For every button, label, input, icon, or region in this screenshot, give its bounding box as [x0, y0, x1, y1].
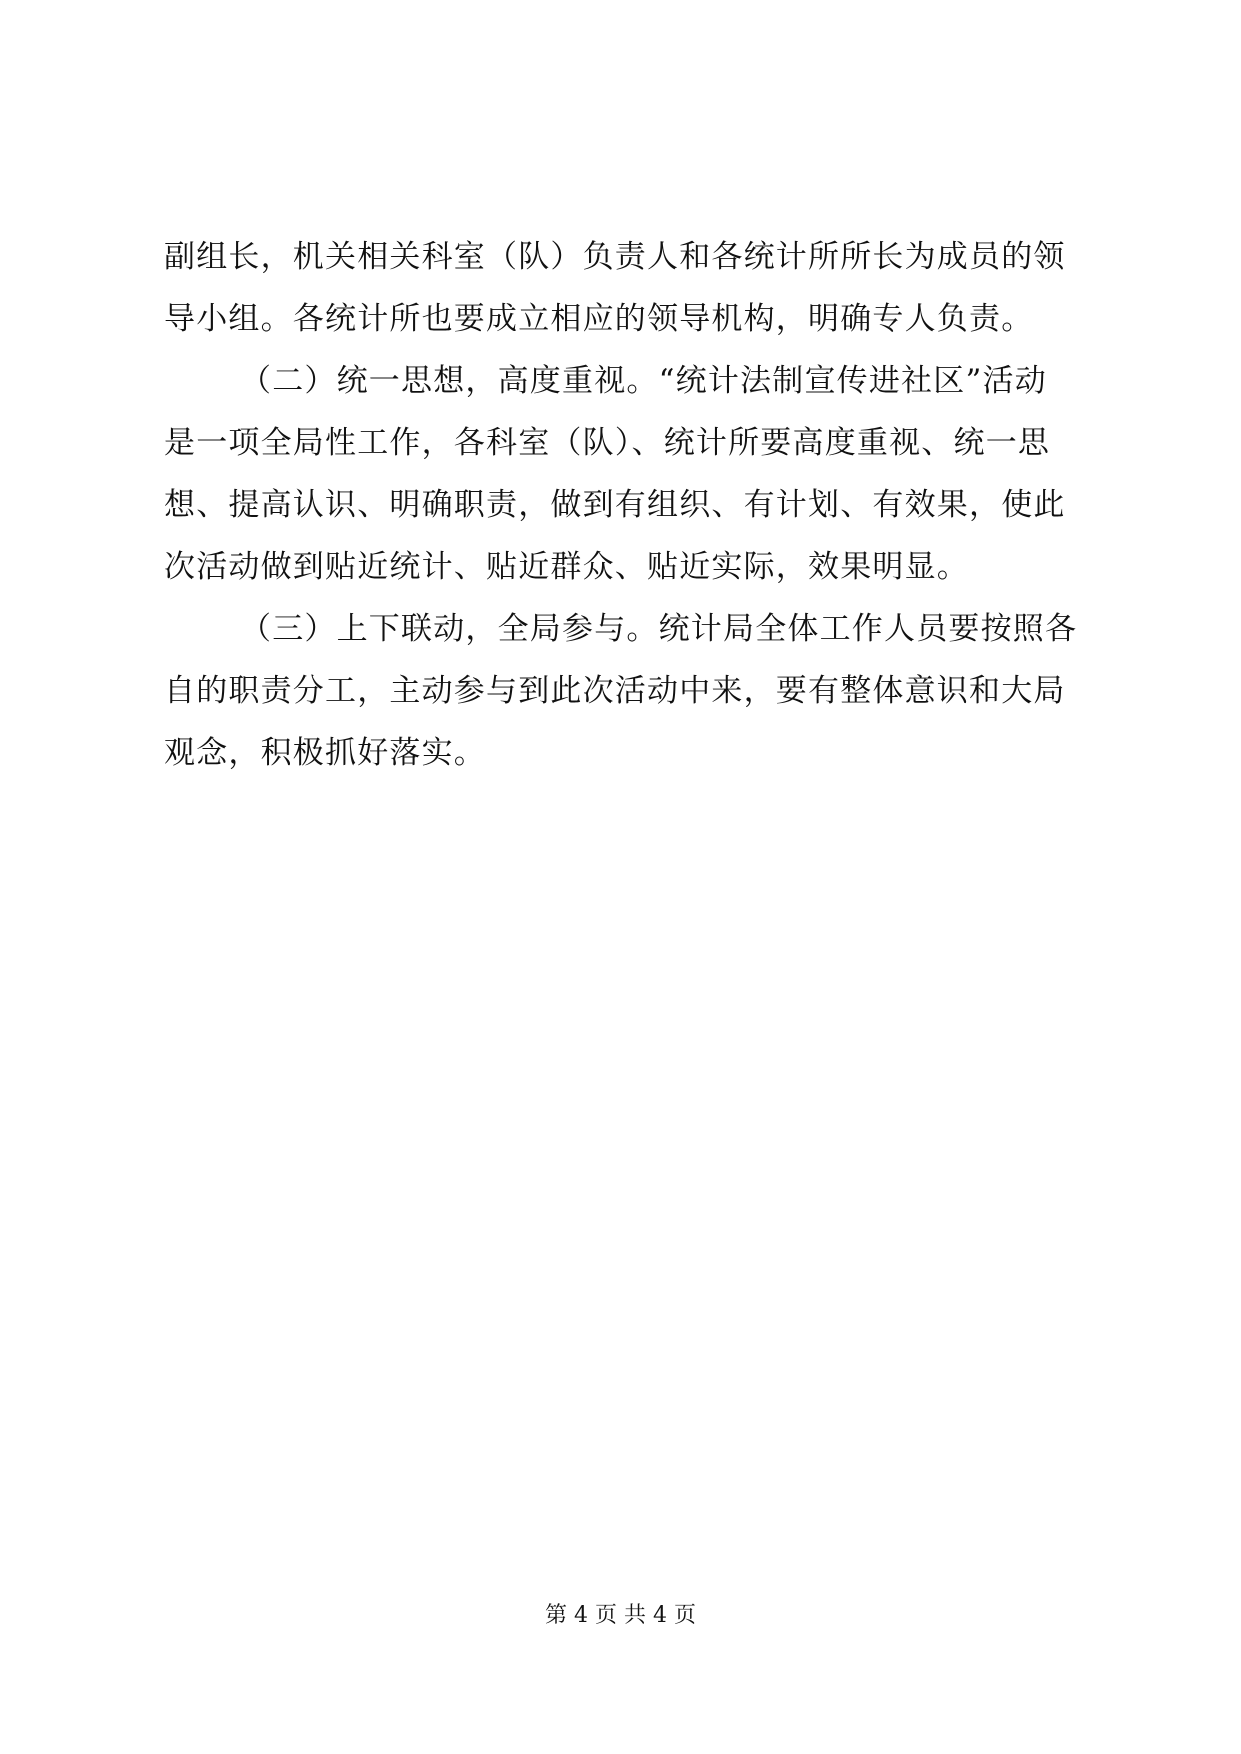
paragraph-line: （三）上下联动，全局参与。统计局全体工作人员要按照各	[240, 611, 1078, 647]
paragraph-line: （二）统一思想，高度重视。“统计法制宣传进社区”活动	[240, 363, 1047, 399]
page-footer	[0, 1601, 1241, 1631]
paragraph-line: 导小组。各统计所也要成立相应的领导机构，明确专人负责。	[164, 301, 1034, 337]
page-number: 第 4 页 共 4 页	[545, 1603, 696, 1628]
paragraph-line: 副组长，机关相关科室（队）负责人和各统计所所长为成员的领	[164, 239, 1066, 275]
paragraph-line: 自的职责分工，主动参与到此次活动中来，要有整体意识和大局	[164, 673, 1066, 709]
paragraph-line: 想、提高认识、明确职责，做到有组织、有计划、有效果，使此	[164, 487, 1066, 523]
paragraph-line: 观念，积极抓好落实。	[164, 735, 486, 771]
paragraph-line: 是一项全局性工作，各科室（队）、统计所要高度重视、统一思	[164, 425, 1051, 461]
document-body	[164, 226, 1092, 784]
paragraph-line: 次活动做到贴近统计、贴近群众、贴近实际，效果明显。	[164, 549, 969, 585]
